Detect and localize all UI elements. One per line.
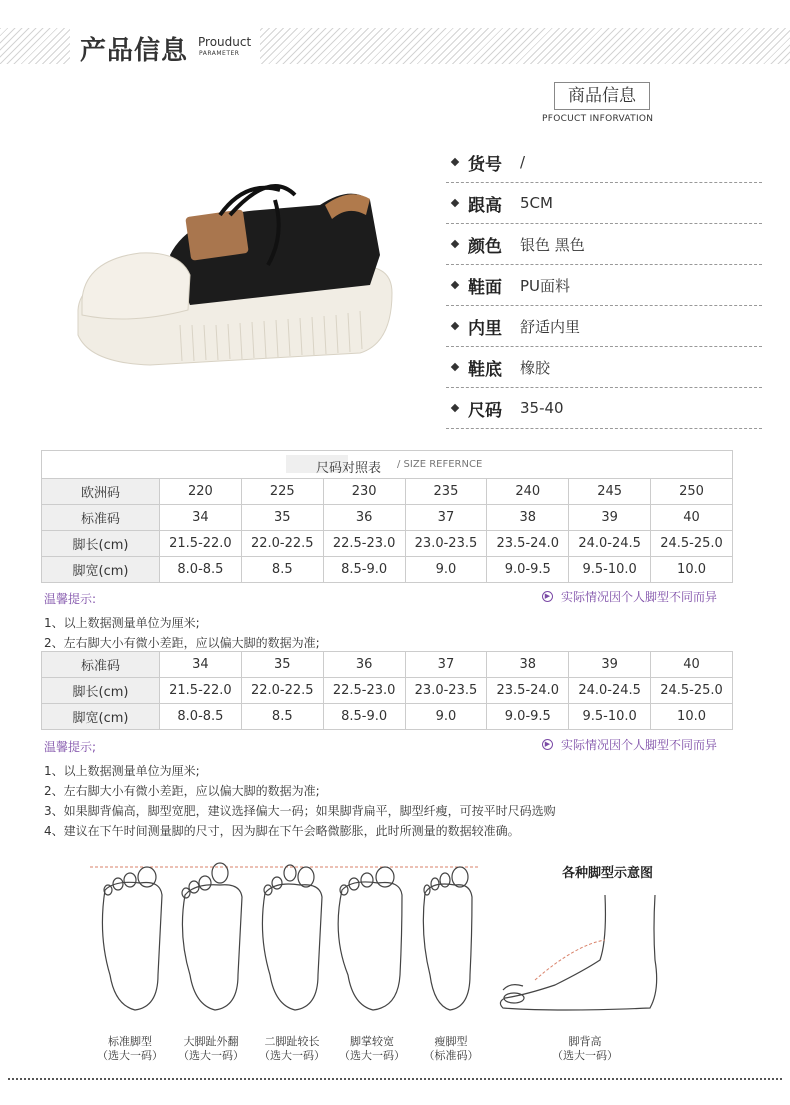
spec-item <box>446 142 762 183</box>
info-subtitle: PFOCUCT INFORVATION <box>542 114 654 124</box>
size-chart-header <box>41 450 733 478</box>
table-row <box>42 505 733 531</box>
foot-types-illustration <box>80 855 500 1030</box>
table-cell: 230 <box>323 479 405 505</box>
bullet-icon <box>451 240 459 248</box>
tips-right-text: 实际情况因个人脚型不同而异 <box>561 738 718 752</box>
table-cell: 245 <box>569 479 651 505</box>
size-table <box>41 478 733 583</box>
shoe-image <box>70 175 400 375</box>
table-cell: 8.5-9.0 <box>323 557 405 583</box>
table-cell: 24.5-25.0 <box>651 678 733 704</box>
foot-type-advice: （选大一码） <box>178 1049 244 1062</box>
table-cell: 21.5-22.0 <box>160 531 242 557</box>
table-cell: 22.0-22.5 <box>241 678 323 704</box>
table-cell: 37 <box>405 505 487 531</box>
spec-value: PU面料 <box>520 276 571 295</box>
tips-note-right <box>542 736 717 753</box>
foot-type-advice: （选大一码） <box>97 1049 163 1062</box>
note-line: 2、左右脚大小有微小差距，应以偏大脚的数据为准; <box>44 636 320 650</box>
spec-value: 5CM <box>520 194 553 212</box>
size-chart-title-en: / SIZE REFERNCE <box>397 459 483 470</box>
table-cell: 40 <box>651 652 733 678</box>
size-chart-title: 尺码对照表 <box>316 461 382 476</box>
table-cell: 235 <box>405 479 487 505</box>
play-icon: ▶ <box>542 591 553 602</box>
spec-value: 舒适内里 <box>520 317 581 336</box>
table-cell: 35 <box>241 652 323 678</box>
table-row <box>42 678 733 704</box>
table-row <box>42 652 733 678</box>
table-cell: 240 <box>487 479 569 505</box>
spec-list <box>446 142 762 429</box>
foot-type-advice: （标准码） <box>423 1049 479 1062</box>
table-cell: 35 <box>241 505 323 531</box>
table-cell: 10.0 <box>651 557 733 583</box>
table-cell: 23.5-24.0 <box>487 678 569 704</box>
note-line: 4、建议在下午时间测量脚的尺寸，因为脚在下午会略微膨胀，此时所测量的数据较准确。 <box>44 824 520 838</box>
note-line: 1、以上数据测量单位为厘米; <box>44 764 200 778</box>
table-row <box>42 479 733 505</box>
table-cell: 24.5-25.0 <box>651 531 733 557</box>
spec-key: 跟高 <box>468 195 502 216</box>
table-cell: 9.5-10.0 <box>569 557 651 583</box>
spec-value: 橡胶 <box>520 358 551 377</box>
table-cell: 22.5-23.0 <box>323 678 405 704</box>
tips-right-text: 实际情况因个人脚型不同而异 <box>561 590 718 604</box>
table-cell: 8.5 <box>241 704 323 730</box>
section-title-en-sub: PARAMETER <box>199 50 240 57</box>
high-arch-foot-illustration <box>495 890 665 1015</box>
row-label: 脚宽(cm) <box>42 557 160 583</box>
spec-value: / <box>520 153 526 171</box>
table-cell: 220 <box>160 479 242 505</box>
spec-item <box>446 347 762 388</box>
table-cell: 38 <box>487 505 569 531</box>
spec-item <box>446 183 762 224</box>
bullet-icon <box>451 363 459 371</box>
size-table-2 <box>41 651 733 730</box>
table-cell: 22.0-22.5 <box>241 531 323 557</box>
spec-item <box>446 265 762 306</box>
table-cell: 8.5-9.0 <box>323 704 405 730</box>
table-cell: 23.0-23.5 <box>405 531 487 557</box>
foot-type-name: 瘦脚型 <box>434 1035 468 1048</box>
section-header <box>0 28 790 64</box>
table-cell: 24.0-24.5 <box>569 678 651 704</box>
table-cell: 39 <box>569 505 651 531</box>
table-cell: 36 <box>323 505 405 531</box>
foot-type-name: 脚背高 <box>568 1035 602 1048</box>
bullet-icon <box>451 158 459 166</box>
tips-label: 温馨提示: <box>44 592 97 606</box>
table-cell: 34 <box>160 652 242 678</box>
spec-key: 鞋底 <box>468 359 502 380</box>
info-title: 商品信息 <box>554 82 650 110</box>
table-row <box>42 557 733 583</box>
note-line: 3、如果脚背偏高，脚型宽肥，建议选择偏大一码；如果脚背扁平，脚型纤瘦，可按平时尺码选购 <box>44 804 556 818</box>
table-cell: 24.0-24.5 <box>569 531 651 557</box>
row-label: 脚长(cm) <box>42 678 160 704</box>
table-cell: 9.0-9.5 <box>487 704 569 730</box>
table-cell: 250 <box>651 479 733 505</box>
spec-item <box>446 224 762 265</box>
note-line: 2、左右脚大小有微小差距，应以偏大脚的数据为准; <box>44 784 320 798</box>
section-title-en: Prouduct <box>198 35 252 49</box>
table-cell: 21.5-22.0 <box>160 678 242 704</box>
spec-key: 尺码 <box>468 400 502 421</box>
foot-type-advice: （选大一码） <box>552 1049 618 1062</box>
tips-label: 温馨提示; <box>44 740 97 754</box>
note-line: 1、以上数据测量单位为厘米; <box>44 616 200 630</box>
table-row <box>42 704 733 730</box>
bullet-icon <box>451 281 459 289</box>
bullet-icon <box>451 199 459 207</box>
row-label: 标准码 <box>42 505 160 531</box>
table-cell: 37 <box>405 652 487 678</box>
spec-key: 货号 <box>468 154 502 175</box>
tips-note-right <box>542 588 717 605</box>
table-cell: 9.5-10.0 <box>569 704 651 730</box>
spec-value: 35-40 <box>520 399 564 417</box>
section-title: 产品信息 <box>80 36 189 66</box>
row-label: 欧洲码 <box>42 479 160 505</box>
foot-type-name: 标准脚型 <box>108 1035 152 1048</box>
bullet-icon <box>451 322 459 330</box>
table-cell: 23.0-23.5 <box>405 678 487 704</box>
table-cell: 38 <box>487 652 569 678</box>
spec-key: 内里 <box>468 318 502 339</box>
spec-value: 银色 黑色 <box>520 235 585 254</box>
table-cell: 34 <box>160 505 242 531</box>
table-cell: 8.0-8.5 <box>160 704 242 730</box>
table-cell: 9.0-9.5 <box>487 557 569 583</box>
table-cell: 9.0 <box>405 704 487 730</box>
foot-types-title: 各种脚型示意图 <box>562 866 654 881</box>
bottom-divider <box>8 1078 782 1080</box>
table-cell: 9.0 <box>405 557 487 583</box>
table-cell: 225 <box>241 479 323 505</box>
table-cell: 40 <box>651 505 733 531</box>
spec-item <box>446 388 762 429</box>
table-cell: 8.0-8.5 <box>160 557 242 583</box>
table-row <box>42 531 733 557</box>
foot-type-advice: （选大一码） <box>259 1049 325 1062</box>
row-label: 脚长(cm) <box>42 531 160 557</box>
row-label: 标准码 <box>42 652 160 678</box>
spec-key: 颜色 <box>468 236 502 257</box>
table-cell: 23.5-24.0 <box>487 531 569 557</box>
row-label: 脚宽(cm) <box>42 704 160 730</box>
foot-type-name: 大脚趾外翻 <box>183 1035 239 1048</box>
foot-type-name: 二脚趾较长 <box>264 1035 320 1048</box>
table-cell: 8.5 <box>241 557 323 583</box>
spec-key: 鞋面 <box>468 277 502 298</box>
table-cell: 10.0 <box>651 704 733 730</box>
play-icon: ▶ <box>542 739 553 750</box>
bullet-icon <box>451 404 459 412</box>
foot-type-advice: （选大一码） <box>339 1049 405 1062</box>
foot-type-name: 脚掌较宽 <box>350 1035 394 1048</box>
table-cell: 39 <box>569 652 651 678</box>
table-cell: 36 <box>323 652 405 678</box>
spec-item <box>446 306 762 347</box>
table-cell: 22.5-23.0 <box>323 531 405 557</box>
